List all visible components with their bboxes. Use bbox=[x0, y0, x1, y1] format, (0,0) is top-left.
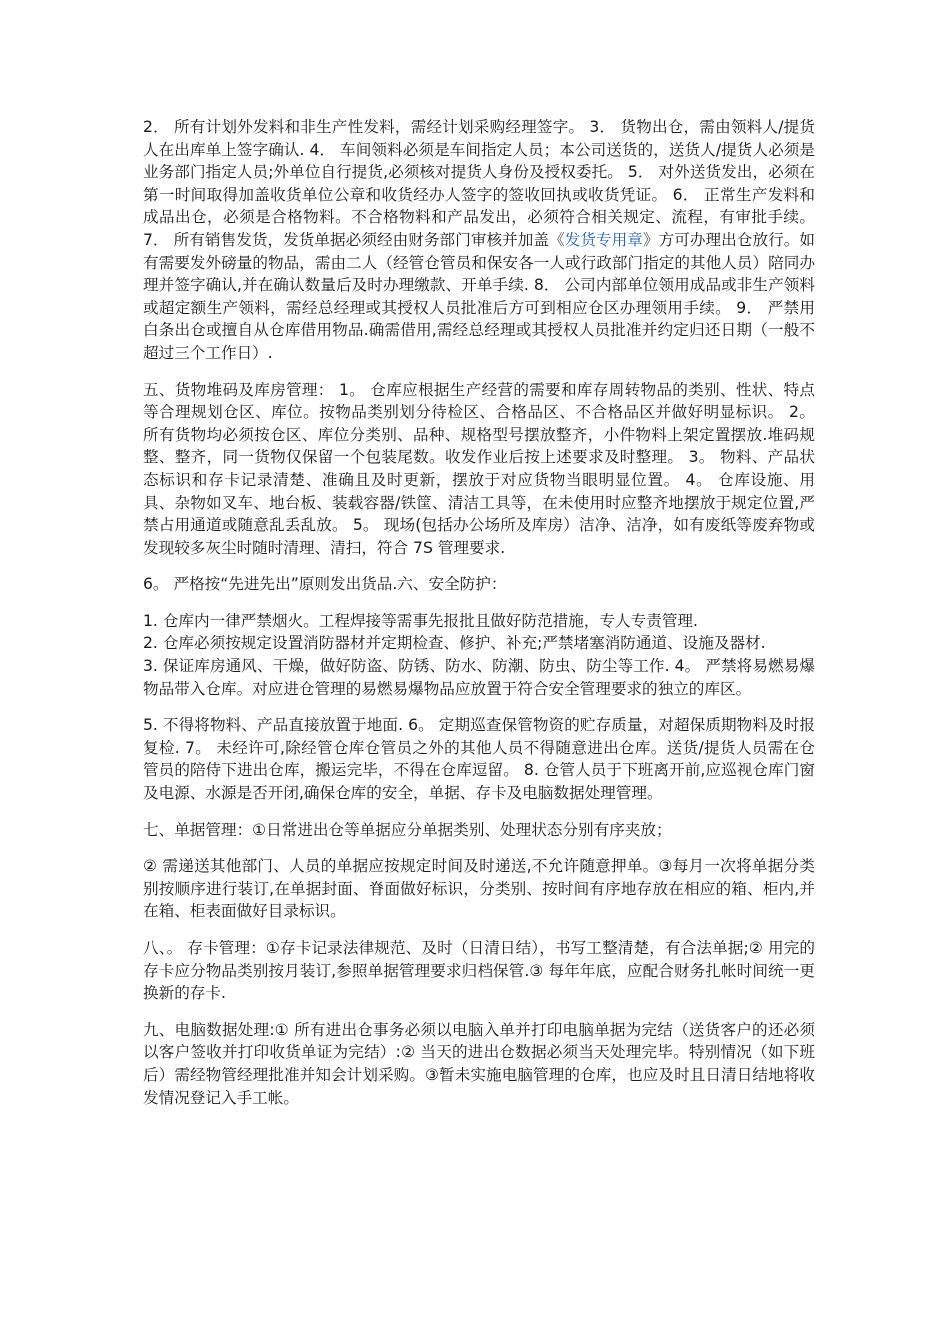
paragraph-issue-rules bbox=[143, 116, 815, 365]
paragraph-section-9: 九、电脑数据处理:① 所有进出仓事务必须以电脑入单并打印电脑单据为完结（送货客户的还必须以客户签收并打印收货单证为完结）:② 当天的进出仓数据必须当天处理完毕。特别情况（如下班后）需经物管经理批准并知会计划采购。③暂未实施电脑管理的仓库，也应及时且日清日结地将收发情况登记入手工帐。 bbox=[143, 1020, 815, 1107]
paragraph-section-7-cont: ② 需递送其他部门、人员的单据应按规定时间及时递送,不允许随意押单。③每月一次将单据分类别按顺序进行装订,在单据封面、脊面做好标识，分类别、按时间有序地存放在相应的箱、柜内,并在箱、柜表面做好目录标识。 bbox=[143, 857, 815, 921]
paragraph-issue-rules-text-cont: 》方可办理出仓放行。如有需要发外磅量的物品，需由二人（经管仓管员和保安各一人或行政部门指定的其他人员）陪同办理并签字确认,并在确认数量后及时办理缴款、开单手续. 8． 公司内部单位领用成品或非生产领料或超定额生产领料，需经总经理或其授权人员批准后方可到相应仓区办理领用手续。 9． 严禁用白条出仓或擅自从仓库借用物品.确需借用,需经总经理或其授权人员批准并约定归还日期（一般不超过三个工作日）. bbox=[143, 230, 815, 362]
paragraph-issue-rules-text: 2． 所有计划外发料和非生产性发料，需经计划采购经理签字。 3． 货物出仓，需由领料人/提货人在出库单上签字确认. 4． 车间领料必须是车间指定人员；本公司送货的，送货人/提货人必须是业务部门指定人员;外单位自行提货,必须核对提货人身份及授权委托。 5． 对外送货发出，必须在第一时间取得加盖收货单位公章和收货经办人签字的签收回执或收货凭证。 6． 正常生产发料和成品出仓，必须是合格物料。不合格物料和产品发出，必须符合相关规定、流程，有审批手续。 7． 所有销售发货，发货单据必须经由财务部门审核并加盖《 bbox=[143, 118, 815, 249]
paragraph-fifo-and-section-6: 6。 严格按“先进先出”原则发出货品.六、安全防护： bbox=[143, 575, 507, 594]
paragraph-safety-5-8: 5. 不得将物料、产品直接放置于地面. 6。 定期巡查保管物资的贮存质量，对超保质期物料及时报复检. 7。 未经许可,除经管仓库仓管员之外的其他人员不得随意进出仓库。送货/提货人员需在仓管员的陪侍下进出仓库，搬运完毕，不得在仓库逗留。 8. 仓管人员于下班离开前,应巡视仓库门窗及电源、水源是否开闭,确保仓库的安全，单据、存卡及电脑数据处理管理。 bbox=[143, 716, 815, 803]
paragraph-section-7: 七、单据管理：①日常进出仓等单据应分单据类别、处理状态分别有序夹放； bbox=[143, 820, 672, 839]
paragraph-safety-2: 2. 仓库必须按规定设置消防器材并定期检查、修护、补充;严禁堵塞消防通道、设施及器材. bbox=[143, 634, 766, 653]
paragraph-section-5: 五、货物堆码及库房管理： 1。 仓库应根据生产经营的需要和库存周转物品的类别、性状、特点等合理规划仓区、库位。按物品类别划分待检区、合格品区、不合格品区并做好明显标识。 2。 所有货物均必须按仓区、库位分类别、品种、规格型号摆放整齐，小件物料上架定置摆放.堆码规整、整齐，同一货物仅保留一个包装尾数。收发作业后按上述要求及时整理。 3。 物料、产品状态标识和存卡记录清楚、准确且及时更新，摆放于对应货物当眼明显位置。 4。 仓库设施、用具、杂物如叉车、地台板、装载容器/铁筐、清洁工具等，在未使用时应整齐地摆放于规定位置,严禁占用通道或随意乱丢乱放。 5。 现场(包括办公场所及库房）洁净、洁净，如有废纸等废弃物或发现较多灰尘时随时清理、清扫，符合 7S 管理要求. bbox=[143, 380, 815, 557]
paragraph-section-8: 八、。 存卡管理：①存卡记录法律规范、及时（日清日结），书写工整清楚，有合法单据;② 用完的存卡应分物品类别按月装订,参照单据管理要求归档保管.③ 每年年底，应配合财务扎帐时间统一更换新的存卡. bbox=[143, 939, 815, 1003]
paragraph-safety-3-4: 3. 保证库房通风、干燥，做好防盗、防锈、防水、防潮、防虫、防尘等工作. 4。 严禁将易燃易爆物品带入仓库。对应进仓管理的易燃易爆物品应放置于符合安全管理要求的独立的库区。 bbox=[143, 657, 815, 698]
document-body bbox=[143, 116, 815, 1123]
paragraph-safety-1: 1. 仓库内一律严禁烟火。工程焊接等需事先报批且做好防范措施，专人专责管理. bbox=[143, 611, 698, 630]
shipping-seal-link[interactable]: 发货专用章 bbox=[564, 230, 643, 249]
